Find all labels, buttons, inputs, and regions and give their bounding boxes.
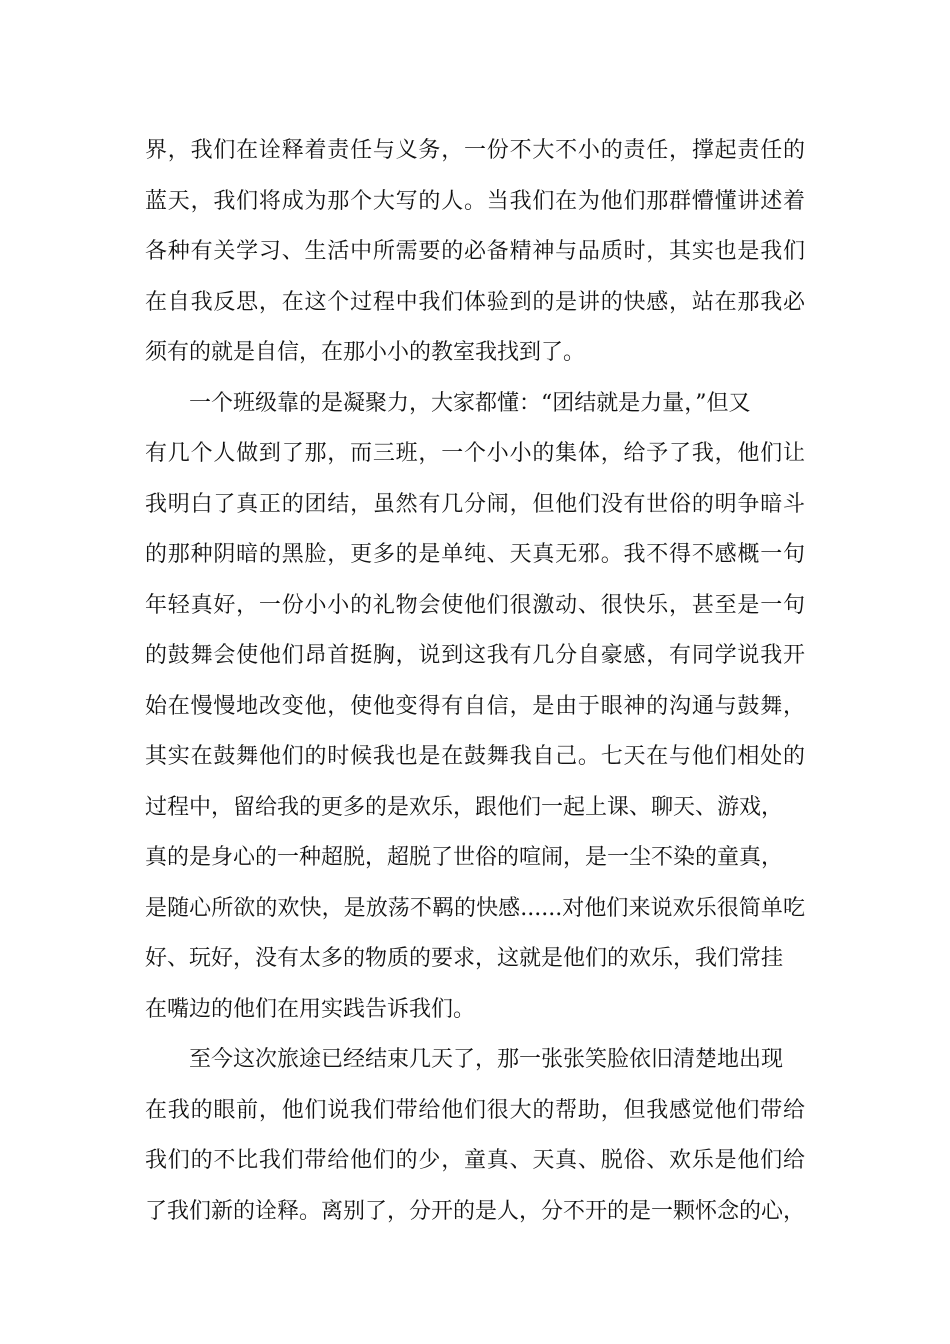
text-line: 在我的眼前，他们说我们带给他们很大的帮助，但我感觉他们带给 (145, 1097, 805, 1123)
text-line: 有几个人做到了那，而三班，一个小小的集体，给予了我，他们让 (145, 441, 805, 466)
paragraph-start-line: 至今这次旅途已经结束几天了，那一张张笑脸依旧清楚地出现 (189, 1047, 784, 1072)
text-line: 好、玩好，没有太多的物质的要求，这就是他们的欢乐，我们常挂 (145, 946, 784, 971)
text-line: 其实在鼓舞他们的时候我也是在鼓舞我自己。七天在与他们相处的 (145, 744, 805, 769)
text-line: 蓝天，我们将成为那个大写的人。当我们在为他们那群懵懂讲述着 (145, 188, 805, 214)
text-line: 在嘴边的他们在用实践告诉我们。 (145, 996, 476, 1022)
text-line: 了我们新的诠释。离别了，分开的是人，分不开的是一颗怀念的心， (145, 1198, 806, 1224)
text-line: 真的是身心的一种超脱，超脱了世俗的喧闹，是一尘不染的童真， (145, 845, 784, 870)
text-line: 始在慢慢地改变他，使他变得有自信，是由于眼神的沟通与鼓舞， (145, 693, 805, 719)
text-line: 在自我反思，在这个过程中我们体验到的是讲的快感，站在那我必 (145, 289, 805, 315)
text-line: 我明白了真正的团结，虽然有几分闹，但他们没有世俗的明争暗斗 (145, 491, 805, 517)
body-text (145, 126, 815, 1237)
text-line: 是随心所欲的欢快，是放荡不羁的快感......对他们来说欢乐很简单吃 (145, 895, 805, 921)
text-line: 过程中，留给我的更多的是欢乐，跟他们一起上课、聊天、游戏， (145, 794, 784, 820)
text-line: 年轻真好，一份小小的礼物会使他们很激动、很快乐，甚至是一句 (145, 592, 805, 618)
text-line: 各种有关学习、生活中所需要的必备精神与品质时，其实也是我们 (145, 239, 805, 264)
text-line: 我们的不比我们带给他们的少，童真、天真、脱俗、欢乐是他们给 (145, 1148, 805, 1173)
text-line: 的鼓舞会使他们昂首挺胸，说到这我有几分自豪感，有同学说我开 (145, 643, 805, 668)
text-line: 界，我们在诠释着责任与义务，一份不大不小的责任，撑起责任的 (145, 138, 805, 163)
paragraph-start-line: 一个班级靠的是凝聚力，大家都懂：“团结就是力量，”但又 (189, 390, 751, 416)
text-line: 的那种阴暗的黑脸，更多的是单纯、天真无邪。我不得不感概一句 (145, 542, 805, 567)
text-line: 须有的就是自信，在那小小的教室我找到了。 (145, 340, 586, 365)
